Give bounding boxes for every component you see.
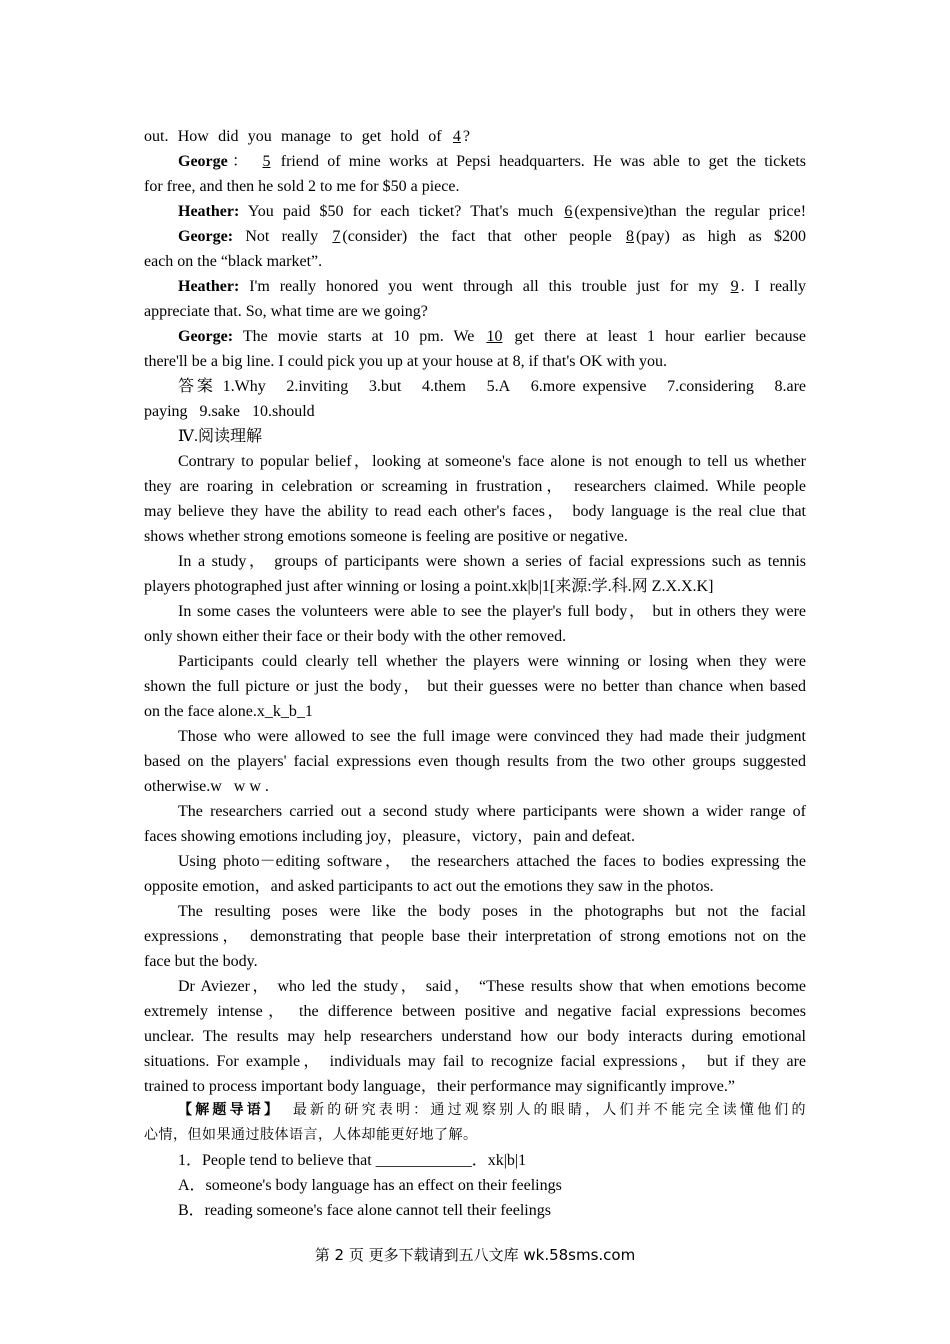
- speaker-label: George:: [178, 328, 234, 345]
- answer-key: [178, 374, 806, 399]
- reading-line: Participants could clearly tell whether the players were winning or losing when they were: [178, 653, 806, 670]
- reading-line: based on the players' facial expressions even though results from the two other groups suggested: [144, 753, 806, 770]
- answer-text: 1.Why 2.inviting 3.but 4.them 5.A 6.more expensive 7.considering 8.are: [222, 378, 807, 395]
- reading-line: only shown either their face or their body with the other removed.: [144, 628, 567, 645]
- dialogue-line: [178, 324, 806, 349]
- speaker-label: Heather:: [178, 278, 240, 295]
- question-stem: 1．People tend to believe that ____________．xk|b|1: [178, 1152, 527, 1169]
- page-footer: 第 2 页 更多下载请到五八文库 wk.58sms.com: [314, 1246, 636, 1264]
- blank-7: 7: [332, 228, 341, 245]
- reading-line: opposite emotion，and asked participants to act out the emotions they saw in the photos.: [144, 878, 714, 895]
- blank-9: 9: [730, 278, 739, 295]
- dialogue-line: appreciate that. So, what time are we going?: [144, 303, 428, 320]
- speaker-colon: ：: [227, 153, 253, 170]
- reading-line: Dr Aviezer， who led the study， said， “These results show that when emotions become: [178, 978, 806, 995]
- reading-line: In a study， groups of participants were shown a series of facial expressions such as tennis: [178, 553, 806, 570]
- dialogue-line: [178, 224, 806, 249]
- dialogue-text: get there at least 1 hour earlier because: [514, 328, 807, 345]
- dialogue-line: [178, 199, 806, 224]
- blank-10: 10: [486, 328, 503, 345]
- dialogue-text: friend of mine works at Pepsi headquarters. He was able to get the tickets: [280, 153, 807, 170]
- section-title: Ⅳ.阅读理解: [178, 428, 262, 445]
- speaker-label: George:: [178, 228, 234, 245]
- question-option-b: B．reading someone's face alone cannot tell their feelings: [178, 1202, 551, 1219]
- guide-text: 最新的研究表明：通过观察别人的眼睛，人们并不能完全读懂他们的: [292, 1102, 806, 1118]
- guide-label: 【解题导语】: [178, 1102, 282, 1118]
- dialogue-line: [144, 124, 470, 149]
- reading-line: extremely intense， the difference between positive and negative facial expressions becomes: [144, 1003, 806, 1020]
- blank-5: 5: [262, 153, 271, 170]
- dialogue-text: (pay) as high as $200: [636, 228, 807, 245]
- dialogue-line: [178, 274, 806, 299]
- guide-line: [178, 1098, 806, 1123]
- blank-8: 8: [626, 228, 635, 245]
- dialogue-text: The movie starts at 10 pm. We: [242, 328, 475, 345]
- question-option-a: A．someone's body language has an effect on their feelings: [178, 1177, 562, 1194]
- reading-line: The resulting poses were like the body poses in the photographs but not the facial: [178, 903, 806, 920]
- reading-line: face but the body.: [144, 953, 258, 970]
- speaker-label: George: [178, 153, 228, 170]
- dialogue-line: for free, and then he sold 2 to me for $50 a piece.: [144, 178, 460, 195]
- reading-line: on the face alone.x_k_b_1: [144, 703, 313, 720]
- reading-line: In some cases the volunteers were able to see the player's full body， but in others they were: [178, 603, 806, 620]
- dialogue-text: (expensive)than the regular price!: [574, 203, 807, 220]
- dialogue-text: . I really: [740, 278, 807, 295]
- reading-line: faces showing emotions including joy，pleasure，victory，pain and defeat.: [144, 828, 635, 845]
- dialogue-line: there'll be a big line. I could pick you up at your house at 8, if that's OK with you.: [144, 353, 667, 370]
- dialogue-text: out. How did you manage to get hold of: [144, 128, 442, 145]
- guide-line: 心情，但如果通过肢体语言，人体却能更好地了解。: [144, 1127, 478, 1143]
- blank-6: 6: [564, 203, 573, 220]
- dialogue-text: ?: [462, 128, 471, 145]
- reading-line: may believe they have the ability to read each other's faces， body language is the real clue that: [144, 503, 806, 520]
- reading-line: situations. For example， individuals may fail to recognize facial expressions， but if they are: [144, 1053, 806, 1070]
- reading-line: The researchers carried out a second study where participants were shown a wider range of: [178, 803, 806, 820]
- reading-line: they are roaring in celebration or screaming in frustration， researchers claimed. While people: [144, 478, 806, 495]
- reading-line: players photographed just after winning or losing a point.xk|b|1[来源:学.科.网 Z.X.X.K]: [144, 578, 714, 595]
- reading-line: Using photo－editing software， the researchers attached the faces to bodies expressing the: [178, 853, 806, 870]
- reading-line: shown the full picture or just the body， but their guesses were no better than chance when based: [144, 678, 806, 695]
- answer-key-cont: paying 9.sake 10.should: [144, 403, 315, 420]
- reading-line: Contrary to popular belief，looking at someone's face alone is not enough to tell us whether: [178, 453, 806, 470]
- reading-line: expressions， demonstrating that people base their interpretation of strong emotions not on the: [144, 928, 806, 945]
- reading-line: unclear. The results may help researchers understand how our body interacts during emotional: [144, 1028, 806, 1045]
- answer-label: 答案: [178, 378, 216, 395]
- speaker-label: Heather:: [178, 203, 240, 220]
- dialogue-text: Not really: [245, 228, 319, 245]
- dialogue-text: I'm really honored you went through all this trouble just for my: [249, 278, 719, 295]
- dialogue-line: each on the “black market”.: [144, 253, 323, 270]
- dialogue-text: (consider) the fact that other people: [342, 228, 612, 245]
- dialogue-line: [178, 149, 806, 174]
- reading-line: otherwise.w w w .: [144, 778, 269, 795]
- blank-4: 4: [452, 128, 461, 145]
- reading-line: Those who were allowed to see the full image were convinced they had made their judgment: [178, 728, 806, 745]
- dialogue-text: You paid $50 for each ticket? That's much: [247, 203, 554, 220]
- reading-line: trained to process important body language，their performance may significantly improve.”: [144, 1078, 735, 1095]
- reading-line: shows whether strong emotions someone is feeling are positive or negative.: [144, 528, 628, 545]
